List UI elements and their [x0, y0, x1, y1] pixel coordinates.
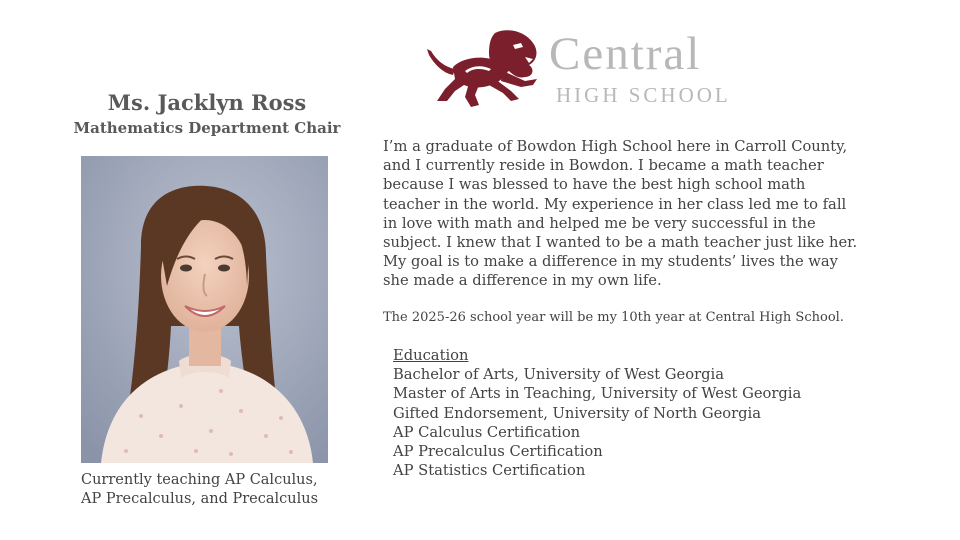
teacher-portrait [81, 156, 328, 463]
bio-line: she made a difference in my own life. [383, 272, 662, 290]
bio-line: in love with math and helped me be very successful in the [383, 214, 816, 232]
education-section [393, 346, 801, 480]
caption-line: AP Precalculus, and Precalculus [81, 491, 319, 507]
bio-line: My goal is to make a difference in my students’ lives the way [383, 253, 838, 271]
teacher-role: Mathematics Department Chair [73, 119, 341, 137]
logo-wordmark-central: Central [549, 28, 702, 80]
lion-mascot-icon [425, 27, 543, 111]
education-item: AP Calculus Certification [393, 423, 581, 441]
bio-line: subject. I knew that I wanted to be a math teacher just like her. [383, 234, 858, 252]
tenure-statement: The 2025-26 school year will be my 10th year at Central High School. [383, 310, 844, 325]
education-item: Bachelor of Arts, University of West Georgia [393, 366, 724, 384]
bio-line: teacher in the world. My experience in her class led me to fall [383, 195, 847, 213]
portrait-image [81, 156, 328, 463]
education-item: AP Precalculus Certification [393, 443, 603, 461]
logo-wordmark-high-school: HIGH SCHOOL [556, 83, 731, 107]
teacher-name: Ms. Jacklyn Ross [107, 90, 307, 115]
education-item: Gifted Endorsement, University of North Georgia [393, 404, 762, 422]
education-heading: Education [393, 347, 469, 364]
education-item: AP Statistics Certification [393, 462, 586, 480]
school-logo [425, 27, 765, 111]
education-item: Master of Arts in Teaching, University of West Georgia [393, 385, 802, 403]
caption-line: Currently teaching AP Calculus, [81, 472, 318, 488]
bio-line: I’m a graduate of Bowdon High School here in Carroll County, [383, 138, 848, 155]
bio-line: and I currently reside in Bowdon. I became a math teacher [383, 157, 824, 175]
bio-paragraph [383, 137, 903, 291]
teaching-caption [81, 471, 361, 509]
bio-line: because I was blessed to have the best high school math [383, 176, 806, 194]
